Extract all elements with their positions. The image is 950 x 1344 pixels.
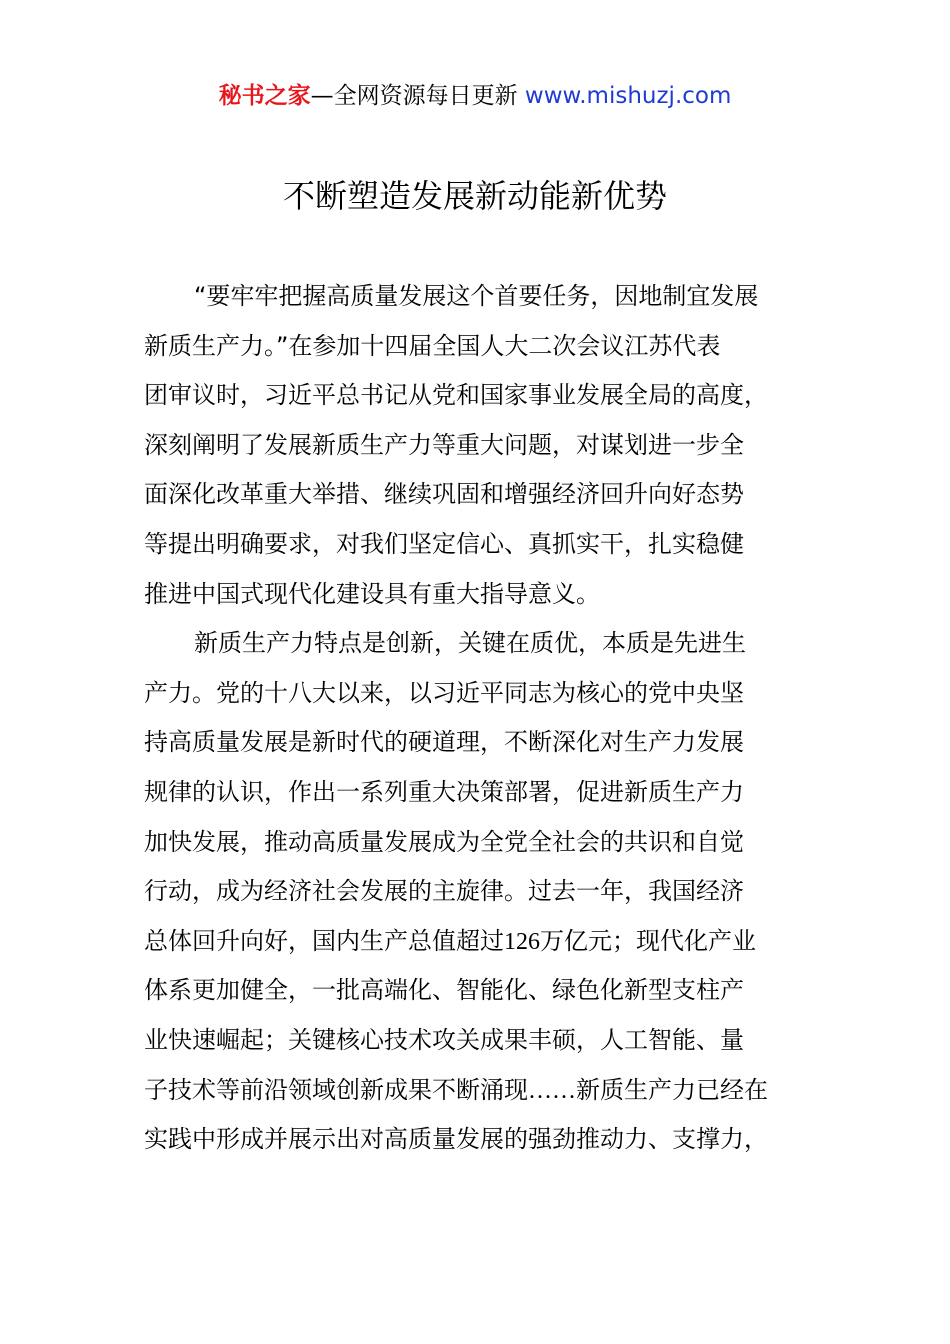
text-line: 行动，成为经济社会发展的主旋律。过去一年，我国经济 xyxy=(144,877,744,906)
text-line: 规律的认识，作出一系列重大决策部署，促进新质生产力 xyxy=(144,777,744,806)
text-segment: 总体回升向好，国内生产总值超过 xyxy=(144,926,504,955)
text-line: 体系更加健全，一批高端化、智能化、绿色化新型支柱产 xyxy=(144,976,744,1005)
text-line: 面深化改革重大举措、继续巩固和增强经济回升向好态势 xyxy=(144,480,744,509)
gdp-number: 126 xyxy=(504,928,540,955)
text-line: 新质生产力。”在参加十四届全国人大二次会议江苏代表 xyxy=(144,331,721,360)
text-line xyxy=(144,917,808,967)
article-body xyxy=(144,272,808,1165)
article-title: 不断塑造发展新动能新优势 xyxy=(282,177,667,215)
site-tagline: —全网资源每日更新 xyxy=(310,83,525,109)
text-line xyxy=(144,1066,808,1116)
paragraph-1 xyxy=(144,272,808,619)
site-brand: 秘书之家 xyxy=(218,83,311,109)
text-line: 团审议时，习近平总书记从党和国家事业发展全局的高度， xyxy=(144,381,768,410)
text-line: 业快速崛起；关键核心技术攻关成果丰硕，人工智能、量 xyxy=(144,1025,744,1054)
text-line: 持高质量发展是新时代的硬道理，不断深化对生产力发展 xyxy=(144,728,744,757)
text-line: 等提出明确要求，对我们坚定信心、真抓实干，扎实稳健 xyxy=(144,529,744,558)
site-header xyxy=(0,80,950,112)
ellipsis: …… xyxy=(528,1077,576,1104)
text-line: 产力。党的十八大以来，以习近平同志为核心的党中央坚 xyxy=(144,678,744,707)
text-line: “要牢牢把握高质量发展这个首要任务，因地制宜发展 xyxy=(194,282,759,310)
text-segment: 新质生产力已经在 xyxy=(576,1075,768,1104)
text-line: 实践中形成并展示出对高质量发展的强劲推动力、支撑力， xyxy=(144,1125,768,1154)
text-segment: 子技术等前沿领域创新成果不断涌现 xyxy=(144,1075,528,1104)
text-line: 加快发展，推动高质量发展成为全党全社会的共识和自觉 xyxy=(144,827,744,856)
site-url-link[interactable]: www.mishuzj.com xyxy=(524,83,732,109)
text-line: 推进中国式现代化建设具有重大指导意义。 xyxy=(144,579,600,608)
text-line: 新质生产力特点是创新，关键在质优，本质是先进生 xyxy=(194,629,746,658)
paragraph-2 xyxy=(144,619,808,1165)
text-line: 深刻阐明了发展新质生产力等重大问题，对谋划进一步全 xyxy=(144,430,744,459)
text-segment: 万亿元；现代化产业 xyxy=(540,926,756,955)
